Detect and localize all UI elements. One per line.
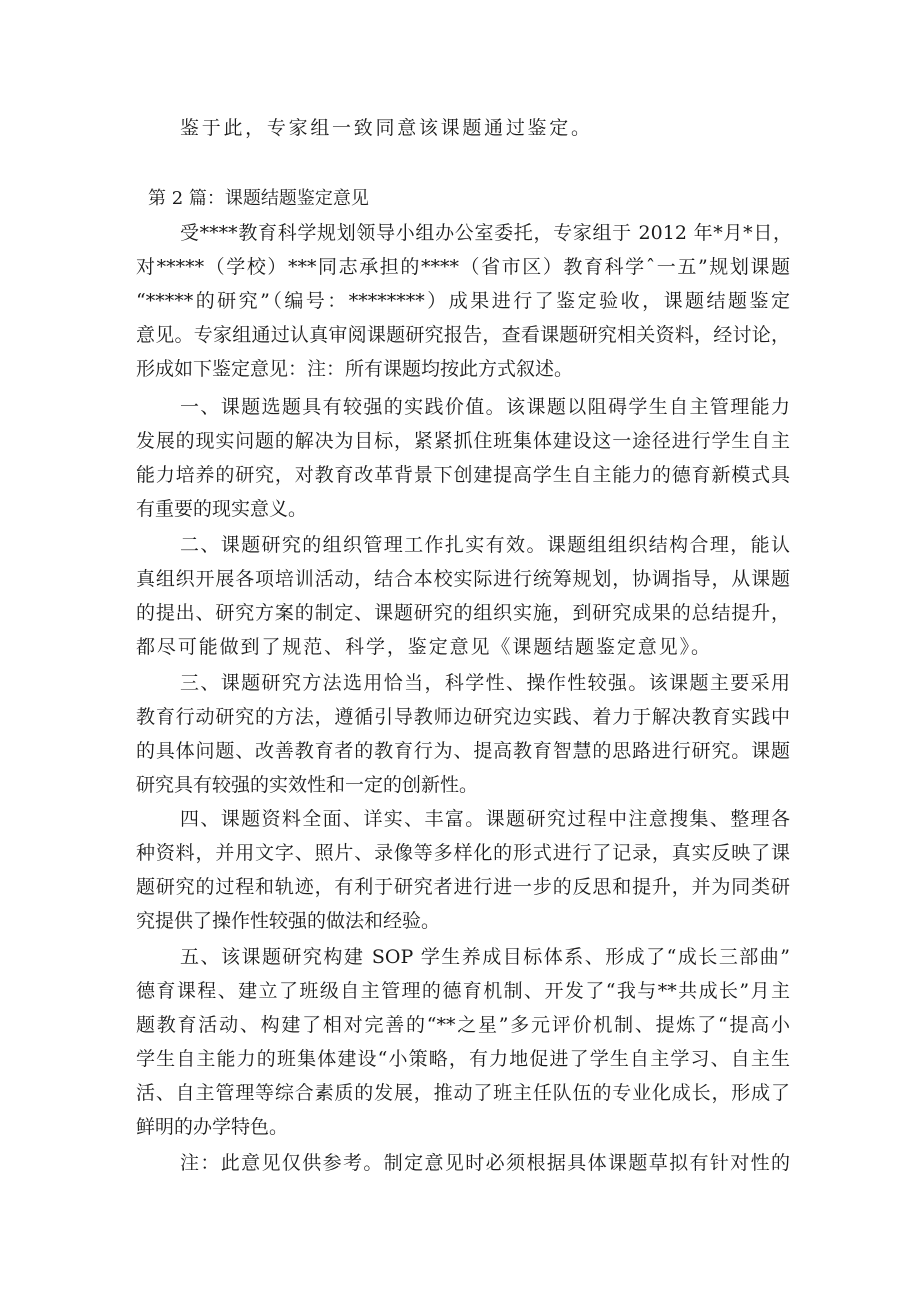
para-6-line-3: 题教育活动、构建了相对完善的“**之星”多元评价机制、提炼了“提高小 — [136, 1014, 790, 1036]
para-4-line-1: 三、课题研究方法选用恰当，科学性、操作性较强。该课题主要采用 — [180, 672, 790, 694]
para-4-line-4: 研究具有较强的实效性和一定的创新性。 — [136, 774, 479, 796]
para-5-line-3: 题研究的过程和轨迹，有利于研究者进行进一步的反思和提升，并为同类研 — [136, 876, 790, 898]
para-6-line-1: 五、该课题研究构建 SOP 学生养成目标体系、形成了“成长三部曲” — [180, 946, 790, 968]
para-2-line-1: 一、课题选题具有较强的实践价值。该课题以阻碍学生自主管理能力 — [180, 396, 790, 418]
para-3-line-3: 的提出、研究方案的制定、课题研究的组织实施，到研究成果的总结提升， — [136, 602, 790, 624]
para-1-line-4: 意见。专家组通过认真审阅课题研究报告，查看课题研究相关资料，经讨论， — [136, 324, 790, 346]
para-3-line-4: 都尽可能做到了规范、科学，鉴定意见《课题结题鉴定意见》。 — [136, 636, 710, 658]
para-2-line-3: 能力培养的研究，对教育改革背景下创建提高学生自主能力的德育新模式具 — [136, 464, 790, 486]
para-3-line-2: 真组织开展各项培训活动，结合本校实际进行统筹规划，协调指导，从课题 — [136, 568, 790, 590]
para-6-line-5: 活、自主管理等综合素质的发展，推动了班主任队伍的专业化成长，形成了 — [136, 1082, 790, 1104]
para-5-line-1: 四、课题资料全面、详实、丰富。课题研究过程中注意搜集、整理各 — [180, 808, 790, 830]
para-5-line-4: 究提供了操作性较强的做法和经验。 — [136, 910, 441, 932]
para-1-line-1: 受****教育科学规划领导小组办公室委托，专家组于 2012 年*月*日， — [180, 222, 792, 244]
para-2-line-2: 发展的现实问题的解决为目标，紧紧抓住班集体建设这一途径进行学生自主 — [136, 430, 790, 452]
para-1-line-5: 形成如下鉴定意见：注：所有课题均按此方式叙述。 — [136, 358, 574, 380]
para-2-line-4: 有重要的现实意义。 — [136, 498, 308, 520]
para-4-line-2: 教育行动研究的方法，遵循引导教师边研究边实践、着力于解决教育实践中 — [136, 706, 790, 728]
para-6-line-6: 鲜明的办学特色。 — [136, 1116, 289, 1138]
section-title: 第 2 篇：课题结题鉴定意见 — [148, 188, 369, 209]
note-line-1: 注：此意见仅供参考。制定意见时必须根据具体课题草拟有针对性的 — [180, 1152, 790, 1174]
para-1-line-3: “*****的研究”（编号：********）成果进行了鉴定验收，课题结题鉴定 — [136, 290, 790, 312]
intro-line: 鉴于此，专家组一致同意该课题通过鉴定。 — [180, 117, 590, 139]
para-6-line-4: 学生自主能力的班集体建设“小策略，有力地促进了学生自主学习、自主生 — [136, 1048, 790, 1070]
para-1-line-2: 对*****（学校）***同志承担的****（省市区）教育科学ˆ一五”规划课题 — [136, 256, 790, 278]
para-4-line-3: 的具体问题、改善教育者的教育行为、提高教育智慧的思路进行研究。课题 — [136, 740, 790, 762]
para-3-line-1: 二、课题研究的组织管理工作扎实有效。课题组组织结构合理，能认 — [180, 534, 790, 556]
para-6-line-2: 德育课程、建立了班级自主管理的德育机制、开发了“我与**共成长”月主 — [136, 980, 790, 1002]
para-5-line-2: 种资料，并用文字、照片、录像等多样化的形式进行了记录，真实反映了课 — [136, 842, 790, 864]
